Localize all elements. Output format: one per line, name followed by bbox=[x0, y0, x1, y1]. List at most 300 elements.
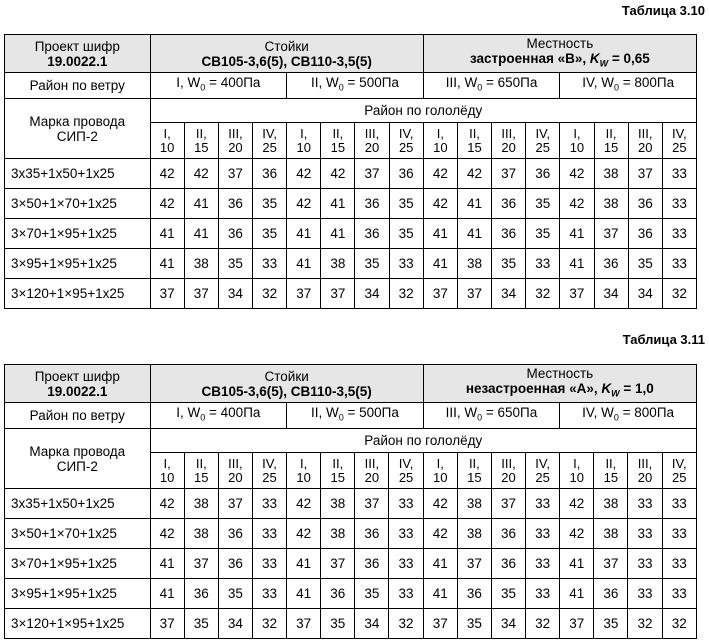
span-value: 33 bbox=[662, 579, 696, 609]
span-value: 42 bbox=[287, 159, 321, 189]
wire-mark: 3х35+1х50+1х25 bbox=[5, 159, 151, 189]
wind-region-subscript: 0 bbox=[338, 412, 344, 423]
wind-region-pressure: = 650Па bbox=[482, 405, 538, 421]
span-value: 35 bbox=[218, 249, 252, 279]
ice-region-value: 20 bbox=[637, 139, 653, 155]
wire-mark: 3×120+1×95+1х25 bbox=[5, 279, 151, 309]
ice-region-value: 10 bbox=[569, 139, 585, 155]
span-value: 32 bbox=[662, 609, 696, 639]
ice-region-cell bbox=[423, 123, 457, 159]
terrain-value bbox=[424, 381, 696, 402]
span-value: 33 bbox=[389, 249, 423, 279]
ice-region-cell bbox=[150, 453, 184, 489]
span-value: 36 bbox=[218, 519, 252, 549]
span-value: 33 bbox=[662, 489, 696, 519]
span-value: 37 bbox=[457, 549, 491, 579]
span-value: 33 bbox=[526, 549, 560, 579]
kw-symbol: K bbox=[589, 50, 600, 66]
span-value: 42 bbox=[423, 159, 457, 189]
span-value: 41 bbox=[560, 549, 594, 579]
ice-region-name: IV, bbox=[262, 455, 277, 471]
supports-label: Стойки bbox=[264, 368, 309, 384]
span-value: 33 bbox=[662, 219, 696, 249]
wind-region-cell bbox=[560, 73, 697, 99]
span-value: 35 bbox=[355, 249, 389, 279]
span-value: 42 bbox=[287, 189, 321, 219]
ice-region-name: II, bbox=[332, 455, 344, 471]
wind-region-name: I, W bbox=[176, 405, 201, 421]
span-value: 33 bbox=[526, 489, 560, 519]
span-value: 36 bbox=[594, 579, 628, 609]
span-value: 38 bbox=[184, 489, 218, 519]
kw-subscript: W bbox=[611, 388, 620, 399]
span-value: 42 bbox=[321, 159, 355, 189]
wind-region-subscript: 0 bbox=[613, 82, 619, 93]
span-value: 37 bbox=[492, 159, 526, 189]
wire-label-line1: Марка провода bbox=[29, 113, 126, 129]
span-value: 34 bbox=[355, 279, 389, 309]
ice-region-name: I, bbox=[300, 455, 308, 471]
wind-region-name: IV, W bbox=[582, 405, 614, 421]
span-value: 41 bbox=[287, 579, 321, 609]
ice-region-name: III, bbox=[637, 125, 653, 141]
wind-region-pressure: = 400Па bbox=[205, 75, 261, 91]
span-value: 41 bbox=[423, 549, 457, 579]
span-value: 38 bbox=[594, 189, 628, 219]
span-value: 36 bbox=[355, 219, 389, 249]
ice-region-name: III, bbox=[364, 455, 380, 471]
span-value: 36 bbox=[594, 249, 628, 279]
table-row bbox=[5, 609, 697, 639]
ice-region-cell bbox=[560, 123, 594, 159]
span-value: 35 bbox=[628, 249, 662, 279]
span-value: 36 bbox=[628, 189, 662, 219]
ice-region-cell bbox=[287, 453, 321, 489]
span-value: 38 bbox=[594, 159, 628, 189]
wind-region-pressure: = 400Па bbox=[205, 405, 261, 421]
span-value: 42 bbox=[150, 519, 184, 549]
ice-region-cell bbox=[594, 453, 628, 489]
wind-region-pressure: = 800Па bbox=[618, 405, 675, 421]
span-value: 42 bbox=[150, 159, 184, 189]
ice-region-value: 10 bbox=[159, 139, 175, 155]
span-value: 35 bbox=[321, 609, 355, 639]
span-value: 38 bbox=[457, 249, 491, 279]
span-value: 37 bbox=[218, 489, 252, 519]
wind-row bbox=[5, 73, 697, 99]
ice-region-cell bbox=[218, 123, 252, 159]
ice-region-value: 15 bbox=[603, 469, 619, 485]
wind-region-cell bbox=[150, 73, 287, 99]
ice-region-name: I, bbox=[573, 125, 581, 141]
table-row bbox=[5, 579, 697, 609]
wind-region-name: I, W bbox=[176, 75, 201, 91]
terrain-cell bbox=[423, 35, 696, 73]
span-value: 37 bbox=[560, 609, 594, 639]
ice-region-value: 10 bbox=[159, 469, 175, 485]
kw-symbol: K bbox=[601, 380, 612, 396]
wind-region-name: II, W bbox=[310, 405, 339, 421]
wire-mark: 3×120+1×95+1х25 bbox=[5, 609, 151, 639]
ice-region-name: II, bbox=[195, 455, 207, 471]
span-value: 33 bbox=[389, 519, 423, 549]
ice-region-name: III, bbox=[501, 455, 516, 471]
ice-region-name: IV, bbox=[398, 455, 414, 471]
wind-region-cell bbox=[287, 403, 424, 429]
span-value: 32 bbox=[662, 279, 696, 309]
ice-region-value: 15 bbox=[467, 139, 482, 155]
wire-label-line1: Марка провода bbox=[29, 443, 126, 459]
ice-region-cell bbox=[321, 453, 355, 489]
table-caption-3-11: Таблица 3.11 bbox=[622, 332, 705, 347]
ice-region-cell bbox=[492, 123, 526, 159]
span-value: 36 bbox=[355, 189, 389, 219]
ice-region-value: 20 bbox=[228, 139, 243, 155]
span-value: 33 bbox=[252, 519, 286, 549]
ice-region-cell bbox=[355, 123, 389, 159]
wire-mark: 3х35+1х50+1х25 bbox=[5, 489, 151, 519]
ice-header-row bbox=[5, 99, 697, 123]
wind-region-subscript: 0 bbox=[477, 412, 483, 423]
terrain-cell bbox=[423, 365, 696, 403]
span-value: 34 bbox=[218, 609, 252, 639]
ice-region-value: 25 bbox=[672, 139, 687, 155]
wind-region-cell bbox=[423, 73, 560, 99]
span-value: 33 bbox=[662, 159, 696, 189]
span-value: 37 bbox=[423, 279, 457, 309]
span-value: 42 bbox=[184, 159, 218, 189]
ice-region-name: IV, bbox=[672, 125, 687, 141]
wind-region-name: III, W bbox=[445, 405, 478, 421]
wire-label-cell bbox=[5, 429, 151, 489]
terrain-label: Местность bbox=[526, 35, 594, 51]
ice-region-cell bbox=[457, 453, 491, 489]
wind-region-pressure: = 500Па bbox=[343, 405, 399, 421]
span-value: 37 bbox=[491, 489, 525, 519]
span-value: 33 bbox=[628, 549, 662, 579]
wire-mark: 3×95+1×95+1х25 bbox=[5, 249, 151, 279]
span-value: 35 bbox=[355, 579, 389, 609]
terrain-value bbox=[424, 51, 696, 72]
span-value: 33 bbox=[662, 519, 696, 549]
table-row bbox=[5, 219, 697, 249]
wind-region-name: III, W bbox=[445, 75, 478, 91]
ice-region-value: 15 bbox=[194, 139, 209, 155]
span-value: 42 bbox=[150, 489, 184, 519]
span-value: 36 bbox=[321, 579, 355, 609]
table-caption-3-10: Таблица 3.10 bbox=[621, 3, 705, 18]
ice-region-cell bbox=[628, 123, 662, 159]
span-value: 42 bbox=[423, 519, 457, 549]
span-value: 33 bbox=[526, 579, 560, 609]
ice-region-value: 15 bbox=[603, 139, 619, 155]
wind-region-pressure: = 650Па bbox=[482, 75, 538, 91]
ice-region-cell bbox=[253, 123, 287, 159]
ice-label: Район по гололёду bbox=[150, 99, 696, 123]
ice-region-name: IV, bbox=[535, 455, 550, 471]
ice-region-cell bbox=[662, 453, 696, 489]
wind-region-cell bbox=[150, 403, 287, 429]
span-value: 33 bbox=[252, 549, 286, 579]
span-value: 37 bbox=[150, 279, 184, 309]
table-row bbox=[5, 279, 697, 309]
span-value: 37 bbox=[218, 159, 252, 189]
span-value: 33 bbox=[526, 519, 560, 549]
ice-region-value: 10 bbox=[296, 469, 311, 485]
ice-region-cell bbox=[287, 123, 321, 159]
wire-mark: 3×50+1×70+1х25 bbox=[5, 519, 151, 549]
wind-region-pressure: = 500Па bbox=[343, 75, 399, 91]
span-value: 33 bbox=[628, 579, 662, 609]
ice-region-name: I, bbox=[300, 125, 308, 141]
span-value: 42 bbox=[560, 519, 594, 549]
wind-row bbox=[5, 403, 697, 429]
span-value: 32 bbox=[389, 279, 423, 309]
table-row bbox=[5, 549, 697, 579]
span-value: 38 bbox=[184, 249, 218, 279]
wind-region-subscript: 0 bbox=[200, 82, 206, 93]
ice-region-name: II, bbox=[605, 125, 617, 141]
supports-label: Стойки bbox=[264, 38, 309, 54]
ice-region-cell bbox=[184, 453, 218, 489]
span-value: 42 bbox=[560, 489, 594, 519]
wire-mark: 3×50+1×70+1х25 bbox=[5, 189, 151, 219]
span-value: 32 bbox=[253, 279, 287, 309]
span-value: 32 bbox=[628, 609, 662, 639]
table-row bbox=[5, 159, 697, 189]
span-value: 36 bbox=[457, 579, 491, 609]
span-value: 37 bbox=[594, 219, 628, 249]
ice-region-cell bbox=[355, 453, 389, 489]
ice-region-value: 25 bbox=[535, 469, 550, 485]
wind-region-subscript: 0 bbox=[200, 412, 206, 423]
ice-region-value: 15 bbox=[467, 469, 482, 485]
ice-region-value: 25 bbox=[672, 469, 687, 485]
ice-region-cell bbox=[662, 123, 696, 159]
project-label: Проект шифр bbox=[34, 368, 120, 384]
ice-region-value: 25 bbox=[398, 139, 414, 155]
ice-region-cell bbox=[491, 453, 525, 489]
ice-region-value: 20 bbox=[364, 139, 380, 155]
wind-label: Район по ветру bbox=[5, 73, 151, 99]
ice-region-cell bbox=[423, 453, 457, 489]
ice-region-cell bbox=[389, 123, 423, 159]
span-value: 36 bbox=[355, 549, 389, 579]
span-value: 35 bbox=[253, 189, 287, 219]
span-value: 37 bbox=[628, 159, 662, 189]
wind-region-subscript: 0 bbox=[613, 412, 619, 423]
span-value: 33 bbox=[252, 489, 286, 519]
span-value: 34 bbox=[355, 609, 389, 639]
ice-region-cell bbox=[252, 453, 286, 489]
table-row bbox=[5, 519, 697, 549]
span-value: 33 bbox=[662, 249, 696, 279]
project-cell bbox=[5, 35, 151, 73]
span-value: 38 bbox=[594, 489, 628, 519]
ice-region-cell bbox=[150, 123, 184, 159]
supports-cell bbox=[150, 365, 423, 403]
ice-region-value: 25 bbox=[398, 469, 414, 485]
span-value: 42 bbox=[287, 489, 321, 519]
wind-label: Район по ветру bbox=[5, 403, 151, 429]
ice-region-value: 20 bbox=[501, 139, 516, 155]
span-value: 33 bbox=[252, 579, 286, 609]
wind-region-subscript: 0 bbox=[338, 82, 344, 93]
ice-region-cell bbox=[526, 123, 560, 159]
table-row bbox=[5, 249, 697, 279]
span-value: 37 bbox=[184, 549, 218, 579]
kw-value: = 1,0 bbox=[619, 380, 654, 396]
span-value: 38 bbox=[321, 489, 355, 519]
supports-cell bbox=[150, 35, 423, 73]
span-value: 36 bbox=[491, 519, 525, 549]
terrain-type: застроенная «В», bbox=[470, 50, 590, 66]
span-value: 36 bbox=[628, 219, 662, 249]
ice-region-cell bbox=[457, 123, 491, 159]
span-value: 38 bbox=[594, 519, 628, 549]
span-value: 41 bbox=[150, 549, 184, 579]
header-row bbox=[5, 35, 697, 73]
wind-region-subscript: 0 bbox=[477, 82, 483, 93]
span-value: 34 bbox=[218, 279, 252, 309]
span-value: 35 bbox=[594, 609, 628, 639]
span-value: 33 bbox=[389, 549, 423, 579]
span-value: 32 bbox=[389, 609, 423, 639]
span-value: 37 bbox=[184, 279, 218, 309]
ice-label: Район по гололёду bbox=[150, 429, 696, 453]
span-value: 33 bbox=[662, 549, 696, 579]
span-value: 36 bbox=[218, 219, 252, 249]
span-value: 36 bbox=[492, 219, 526, 249]
ice-region-cell bbox=[560, 453, 594, 489]
span-value: 42 bbox=[287, 519, 321, 549]
ice-header-row bbox=[5, 429, 697, 453]
span-value: 38 bbox=[321, 519, 355, 549]
span-value: 41 bbox=[287, 549, 321, 579]
span-value: 35 bbox=[389, 219, 423, 249]
span-value: 35 bbox=[457, 609, 491, 639]
span-value: 38 bbox=[457, 519, 491, 549]
supports-value: СВ105-3,6(5), СВ110-3,5(5) bbox=[201, 383, 372, 399]
ice-region-name: III, bbox=[364, 125, 380, 141]
project-code: 19.0022.1 bbox=[47, 383, 108, 399]
span-value: 41 bbox=[423, 219, 457, 249]
span-value: 36 bbox=[389, 159, 423, 189]
ice-region-cell bbox=[594, 123, 628, 159]
table-row bbox=[5, 489, 697, 519]
ice-region-cell bbox=[628, 453, 662, 489]
terrain-type: незастроенная «А», bbox=[465, 380, 602, 396]
ice-region-value: 25 bbox=[262, 469, 277, 485]
span-value: 33 bbox=[389, 489, 423, 519]
span-value: 33 bbox=[628, 489, 662, 519]
span-value: 34 bbox=[628, 279, 662, 309]
span-value: 37 bbox=[321, 279, 355, 309]
span-value: 38 bbox=[184, 519, 218, 549]
span-value: 36 bbox=[492, 189, 526, 219]
span-value: 37 bbox=[355, 159, 389, 189]
ice-region-value: 20 bbox=[501, 469, 516, 485]
wire-label-line2: СИП-2 bbox=[56, 128, 98, 144]
wind-region-name: IV, W bbox=[582, 75, 614, 91]
span-value: 36 bbox=[218, 189, 252, 219]
ice-region-value: 10 bbox=[296, 139, 311, 155]
span-value: 41 bbox=[287, 219, 321, 249]
span-value: 32 bbox=[526, 279, 560, 309]
project-cell bbox=[5, 365, 151, 403]
span-value: 37 bbox=[457, 279, 491, 309]
span-value: 42 bbox=[423, 489, 457, 519]
span-value: 37 bbox=[594, 549, 628, 579]
span-value: 32 bbox=[252, 609, 286, 639]
span-value: 37 bbox=[150, 609, 184, 639]
span-value: 32 bbox=[526, 609, 560, 639]
ice-region-name: IV, bbox=[398, 125, 414, 141]
wind-region-name: II, W bbox=[311, 75, 339, 91]
span-value: 41 bbox=[457, 189, 491, 219]
ice-region-name: III, bbox=[501, 125, 516, 141]
span-value: 34 bbox=[491, 609, 525, 639]
span-value: 41 bbox=[150, 579, 184, 609]
ice-region-name: III, bbox=[228, 455, 243, 471]
span-value: 41 bbox=[560, 579, 594, 609]
span-value: 42 bbox=[457, 159, 491, 189]
supports-value: СВ105-3,6(5), СВ110-3,5(5) bbox=[201, 53, 372, 69]
span-value: 36 bbox=[355, 519, 389, 549]
ice-region-value: 10 bbox=[569, 469, 584, 485]
ice-region-name: I, bbox=[163, 125, 171, 141]
table-row bbox=[5, 189, 697, 219]
span-value: 34 bbox=[492, 279, 526, 309]
span-value: 37 bbox=[355, 489, 389, 519]
span-value: 41 bbox=[423, 249, 457, 279]
span-value: 41 bbox=[184, 219, 218, 249]
ice-region-name: II, bbox=[468, 455, 480, 471]
span-value: 35 bbox=[389, 189, 423, 219]
ice-region-name: III, bbox=[637, 455, 653, 471]
design-table-3-10 bbox=[4, 34, 697, 309]
wire-mark: 3×70+1×95+1х25 bbox=[5, 549, 151, 579]
span-value: 41 bbox=[184, 189, 218, 219]
span-value: 35 bbox=[492, 249, 526, 279]
header-row bbox=[5, 365, 697, 403]
span-value: 33 bbox=[389, 579, 423, 609]
wind-region-cell bbox=[287, 73, 424, 99]
span-value: 36 bbox=[184, 579, 218, 609]
span-value: 42 bbox=[423, 189, 457, 219]
span-value: 33 bbox=[526, 249, 560, 279]
span-value: 35 bbox=[184, 609, 218, 639]
span-value: 41 bbox=[287, 249, 321, 279]
span-value: 33 bbox=[253, 249, 287, 279]
span-value: 36 bbox=[218, 549, 252, 579]
wind-region-cell bbox=[423, 403, 560, 429]
ice-region-name: III, bbox=[228, 125, 243, 141]
project-label: Проект шифр bbox=[34, 38, 120, 54]
span-value: 37 bbox=[287, 609, 321, 639]
ice-region-value: 10 bbox=[433, 139, 448, 155]
ice-region-name: IV, bbox=[262, 125, 277, 141]
kw-value: = 0,65 bbox=[608, 50, 650, 66]
span-value: 36 bbox=[491, 549, 525, 579]
wire-label-cell bbox=[5, 99, 151, 159]
ice-region-cell bbox=[526, 453, 560, 489]
span-value: 36 bbox=[253, 159, 287, 189]
ice-region-value: 15 bbox=[330, 139, 346, 155]
project-code: 19.0022.1 bbox=[47, 53, 108, 69]
span-value: 41 bbox=[150, 219, 184, 249]
ice-region-cell bbox=[389, 453, 423, 489]
